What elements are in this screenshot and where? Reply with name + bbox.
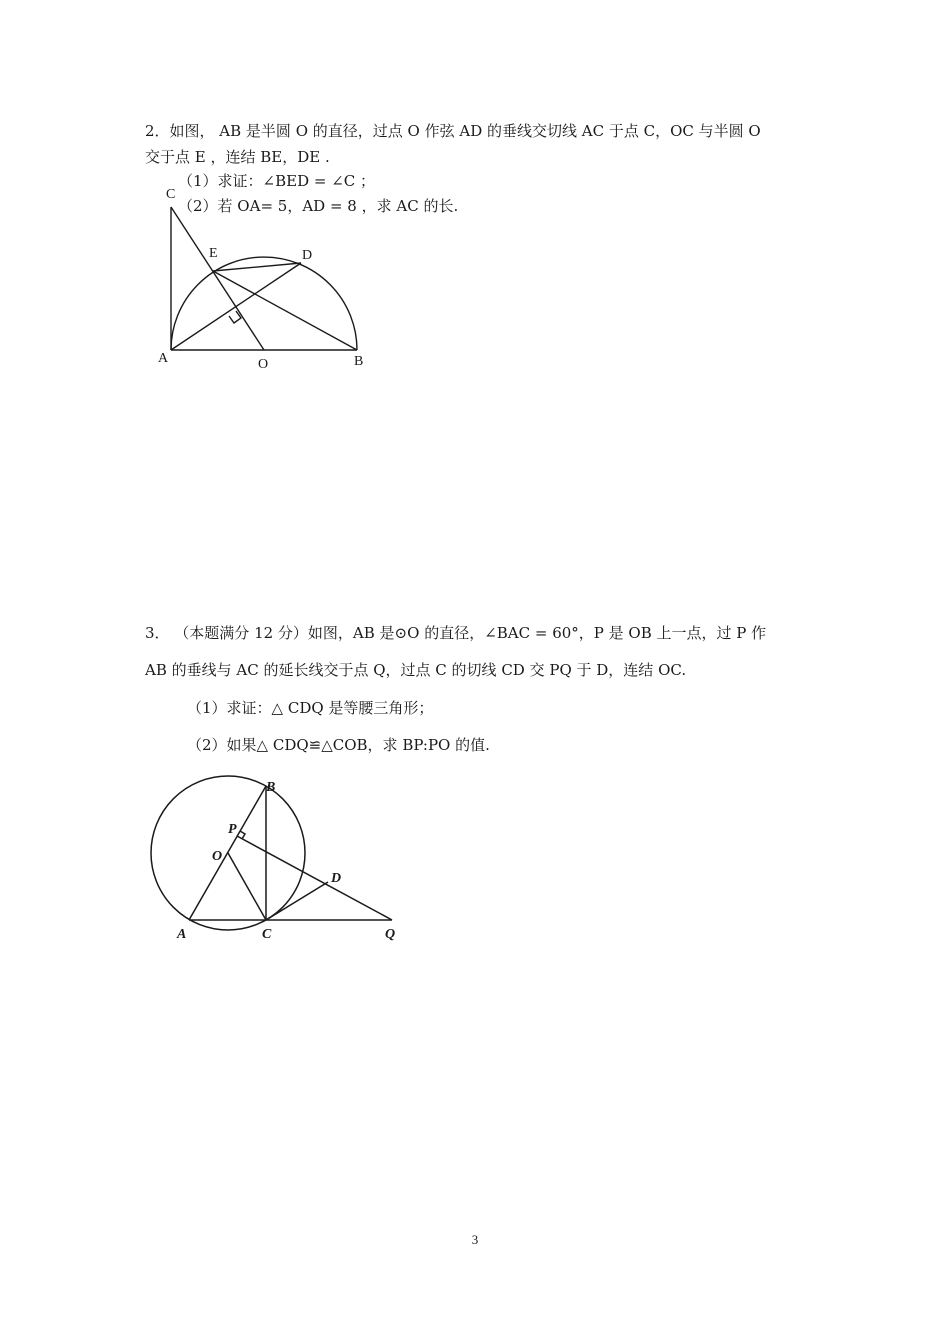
label-q: Q xyxy=(385,927,396,942)
label-o: O xyxy=(212,849,223,864)
segment-pq xyxy=(237,836,392,920)
segment-ad xyxy=(171,263,301,350)
problem3-figure xyxy=(140,770,410,950)
problem2-part2: （2）若 OA= 5，AD = 8 ，求 AC 的长. xyxy=(178,197,459,215)
label-d: D xyxy=(331,871,342,886)
page-number: 3 xyxy=(471,1232,479,1247)
label-o: O xyxy=(258,357,269,372)
problem3-statement-line1: 3． （本题满分 12 分）如图，AB 是⊙O 的直径，∠BAC = 60°，P 是 OB 上一点，过 P 作 xyxy=(145,624,767,642)
label-c: C xyxy=(166,187,176,202)
problem3-part1: （1）求证：△ CDQ 是等腰三角形； xyxy=(187,699,434,717)
label-a: A xyxy=(158,351,169,366)
label-e: E xyxy=(209,246,218,261)
problem2-figure xyxy=(150,175,380,375)
problem2-statement-line1: 2．如图， AB 是半圆 O 的直径，过点 O 作弦 AD 的垂线交切线 AC 于点 C，OC 与半圆 O xyxy=(145,122,761,140)
segment-de xyxy=(213,263,301,271)
segment-oc xyxy=(228,853,266,920)
label-b: B xyxy=(354,354,364,369)
semicircle-arc xyxy=(171,257,357,350)
segment-be xyxy=(213,271,357,350)
label-d: D xyxy=(302,248,313,263)
label-a: A xyxy=(177,927,187,942)
label-p: P xyxy=(228,822,237,837)
label-b: B xyxy=(266,780,276,795)
problem3-statement-line2: AB 的垂线与 AC 的延长线交于点 Q，过点 C 的切线 CD 交 PQ 于 D，连结 OC. xyxy=(145,661,687,679)
problem3-part2: （2）如果△ CDQ≌△COB，求 BP:PO 的值. xyxy=(187,736,490,754)
label-c: C xyxy=(262,927,272,942)
problem2-part1: （1）求证：∠BED = ∠C ； xyxy=(178,172,376,190)
segment-co xyxy=(171,207,264,350)
problem2-statement-line2: 交于点 E ，连结 BE，DE . xyxy=(145,148,330,166)
